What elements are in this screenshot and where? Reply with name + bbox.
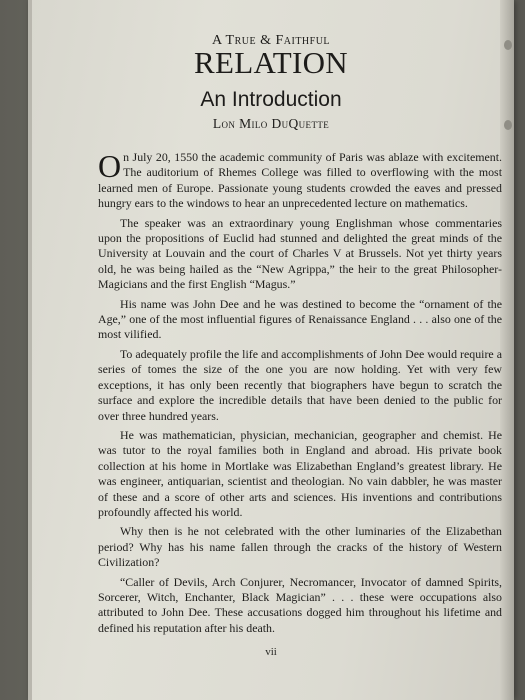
paragraph: He was mathematician, physician, mechanician, geographer and chemist. He was tutor to the royal families both in England and abroad. His private book collection at his home in Mortlake was Elizabethan England’s greatest library. He was engineer, antiquarian, scientist and theologian. No vain dabbler, he was master of these and a score of other arts and sciences. His inventions and contributions profoundly affected his world.: [98, 427, 502, 519]
paragraph: To adequately profile the life and accomplishments of John Dee would require a series of tomes the size of the one you are now holding. Yet with very few exceptions, it has only been recently that biographers have begun to scratch the surface and explore the incredible details that have been denied to the public for over three hundred years.: [98, 346, 502, 423]
paragraph: The speaker was an extraordinary young Englishman whose commentaries upon the propositions of Euclid had stunned and delighted the great minds of the University at Louvain and the court of Charles V at Brussels. Not yet thirty years old, he was being hailed as the “New Agrippa,” the heir to the great Philosopher-Magicians and the first English “Magus.”: [98, 215, 502, 292]
book-page: [28, 0, 514, 700]
paragraph: Why then is he not celebrated with the other luminaries of the Elizabethan period? Why has his name fallen through the cracks of the history of Western Civilization?: [98, 524, 502, 570]
page-number: vii: [265, 646, 277, 658]
drop-cap: O: [98, 148, 122, 184]
paragraph: “Caller of Devils, Arch Conjurer, Necromancer, Invocator of damned Spirits, Sorcerer, Witch, Enchanter, Black Magician” . . . these were occupations also attributed to John Dee. These accusations dogged him throughout his lifetime and defined his reputation after his death.: [98, 574, 502, 635]
author-name: Lon Milo DuQuette: [212, 116, 330, 131]
article-body: [98, 150, 502, 640]
section-subtitle: An Introduction: [200, 88, 342, 111]
page-title: RELATION: [194, 45, 348, 80]
paragraph: His name was John Dee and he was destined to become the “ornament of the Age,” one of the most influential figures of Renaissance England . . . also one of the most vilified.: [98, 296, 502, 342]
title-kicker: A True & Faithful: [211, 33, 331, 48]
paragraph: On July 20, 1550 the academic community of Paris was ablaze with excitement. The auditorium of Rhemes College was filled to overflowing with the most learned men of Europe. Passionate young students crowded the eaves and pressed hungry ears to the windows to hear an unprecedented lecture on mathematics.: [98, 148, 502, 211]
